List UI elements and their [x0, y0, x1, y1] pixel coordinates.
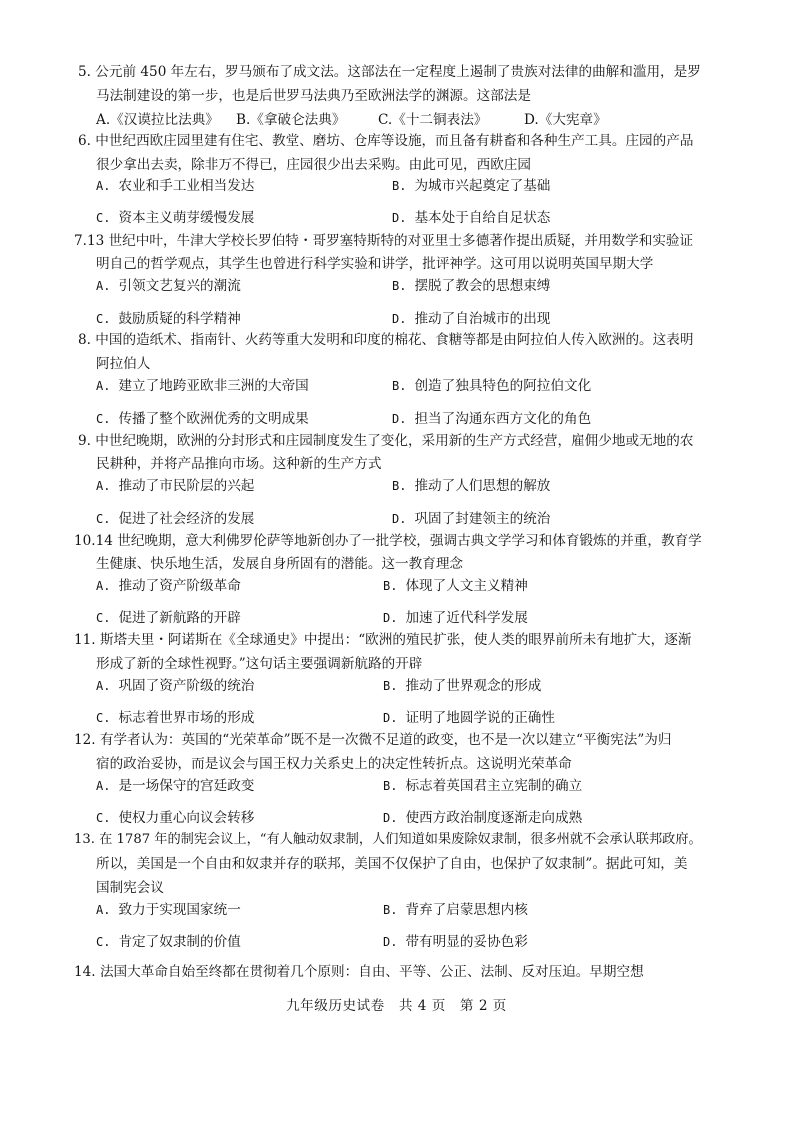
question-9-option-a: A. 推动了市民阶层的兴起 [96, 478, 255, 494]
question-5-option-b: B.《拿破仑法典》 [236, 112, 346, 128]
question-5-option-d: D.《大宪章》 [524, 112, 607, 128]
question-14-stem: 14. 法国大革命自始至终都在贯彻着几个原则：自由、平等、公正、法制、反对压迫。早期空想 [74, 964, 644, 980]
question-11-stem-cont: 形成了新的全球性视野。”这句话主要强调新航路的开辟 [96, 656, 423, 672]
question-7-stem: 7.13 世纪中叶，牛津大学校长罗伯特・哥罗塞特斯特的对亚里士多德著作提出质疑，并用数学和实验证 [74, 233, 694, 249]
question-6-stem: 6. 中世纪西欧庄园里建有住宅、教堂、磨坊、仓库等设施，而且备有耕畜和各种生产工具。庄园的产品 [78, 133, 694, 149]
question-6-option-a: A. 农业和手工业相当发达 [96, 178, 255, 194]
question-6-option-c: C. 资本主义萌芽缓慢发展 [96, 210, 255, 226]
question-11-option-d: D. 证明了地圆学说的正确性 [383, 710, 555, 726]
question-11-option-c: C. 标志着世界市场的形成 [96, 710, 255, 726]
question-10-stem-cont: 生健康、快乐地生活，发展自身所固有的潜能。这一教育理念 [96, 556, 464, 572]
question-9-option-c: C. 促进了社会经济的发展 [96, 511, 255, 527]
question-10-option-a: A. 推动了资产阶级革命 [96, 578, 241, 594]
question-7-option-c: C. 鼓励质疑的科学精神 [96, 311, 241, 327]
question-9-option-b: B. 推动了人们思想的解放 [392, 478, 551, 494]
question-10-option-b: B. 体现了人文主义精神 [383, 578, 528, 594]
question-13-stem-cont: 所以，美国是一个自由和奴隶并存的联邦，美国不仅保护了自由，也保护了奴隶制”。据此可知，美 [96, 856, 688, 872]
question-12-option-b: B. 标志着英国君主立宪制的确立 [383, 778, 583, 794]
question-7-option-b: B. 摆脱了教会的思想束缚 [392, 278, 551, 294]
question-13-option-c: C. 肯定了奴隶制的价值 [96, 934, 241, 950]
question-11-option-b: B. 推动了世界观念的形成 [383, 678, 542, 694]
question-9-option-d: D. 巩固了封建领主的统治 [392, 511, 551, 527]
question-7-stem-cont: 明自己的哲学观点，其学生也曾进行科学实验和讲学，批评神学。这可用以说明英国早期大学 [96, 256, 654, 272]
question-9-stem: 9. 中世纪晚期，欧洲的分封形式和庄园制度发生了变化，采用新的生产方式经营，雇佣少地或无地的农 [78, 433, 694, 449]
question-13-stem: 13. 在 1787 年的制宪会议上，“有人触动奴隶制，人们知道如果废除奴隶制，很多州就不会承认联邦政府。 [74, 832, 702, 847]
question-6-stem-cont: 很少拿出去卖，除非万不得已，庄园很少出去采购。由此可见，西欧庄园 [96, 157, 531, 173]
question-5-option-c: C.《十二铜表法》 [378, 112, 488, 128]
question-12-option-d: D. 使西方政治制度逐渐走向成熟 [383, 810, 583, 826]
question-8-option-d: D. 担当了沟通东西方文化的角色 [392, 411, 592, 427]
question-12-option-a: A. 是一场保守的宫廷政变 [96, 778, 255, 794]
question-6-option-d: D. 基本处于自给自足状态 [392, 210, 551, 226]
question-13-option-a: A. 致力于实现国家统一 [96, 902, 241, 918]
question-12-stem: 12. 有学者认为：英国的“光荣革命”既不是一次微不足道的政变，也不是一次以建立“平衡宪法”为归 [74, 732, 672, 748]
question-12-option-c: C. 使权力重心向议会转移 [96, 810, 255, 826]
question-13-option-b: B. 背弃了启蒙思想内核 [383, 902, 528, 918]
page-footer: 九年级历史试卷 共 4 页 第 2 页 [286, 998, 507, 1014]
question-9-stem-cont: 民耕种，并将产品推向市场。这种新的生产方式 [96, 456, 382, 472]
question-10-option-d: D. 加速了近代科学发展 [383, 610, 528, 626]
question-7-option-a: A. 引领文艺复兴的潮流 [96, 278, 241, 294]
question-6-option-b: B. 为城市兴起奠定了基础 [392, 178, 551, 194]
question-8-option-c: C. 传播了整个欧洲优秀的文明成果 [96, 411, 309, 427]
question-5-stem-cont: 马法制建设的第一步，也是后世罗马法典乃至欧洲法学的渊源。这部法是 [96, 88, 531, 104]
question-13-option-d: D. 带有明显的妥协色彩 [383, 934, 528, 950]
question-5-stem: 5. 公元前 450 年左右，罗马颁布了成文法。这部法在一定程度上遏制了贵族对法律的曲解和滥用，是罗 [78, 64, 701, 80]
question-12-stem-cont: 宿的政治妥协，而是议会与国王权力关系史上的决定性转折点。这说明光荣革命 [96, 756, 572, 772]
question-13-stem-cont-2: 国制宪会议 [96, 880, 164, 896]
question-11-stem: 11. 斯塔夫里・阿诺斯在《全球通史》中提出：“欧洲的殖民扩张，使人类的眼界前所未有地扩大，逐渐 [74, 632, 692, 648]
question-7-option-d: D. 推动了自治城市的出现 [392, 311, 551, 327]
question-8-option-a: A. 建立了地跨亚欧非三洲的大帝国 [96, 378, 309, 394]
question-10-option-c: C. 促进了新航路的开辟 [96, 610, 241, 626]
question-8-stem-cont: 阿拉伯人 [96, 356, 151, 372]
question-8-stem: 8. 中国的造纸术、指南针、火药等重大发明和印度的棉花、食糖等都是由阿拉伯人传入欧洲的。这表明 [78, 332, 694, 348]
question-11-option-a: A. 巩固了资产阶级的统治 [96, 678, 255, 694]
question-8-option-b: B. 创造了独具特色的阿拉伯文化 [392, 378, 592, 394]
question-10-stem: 10.14 世纪晚期，意大利佛罗伦萨等地新创办了一批学校，强调古典文学学习和体育锻炼的并重，教育学 [74, 533, 702, 549]
question-5-option-a: A.《汉谟拉比法典》 [96, 112, 219, 128]
